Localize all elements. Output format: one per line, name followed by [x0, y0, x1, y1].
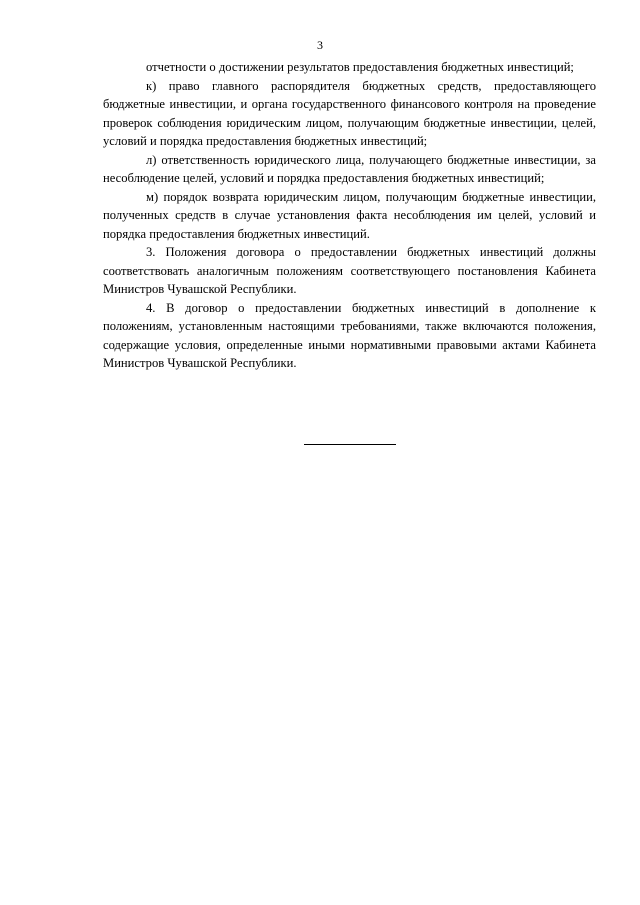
page-number: 3 — [317, 38, 323, 52]
paragraph-item-m: м) порядок возврата юридическим лицом, получающим бюджетные инвестиции, полученных средств в случае установления факта несоблюдения им целей, условий и порядка предоставления бюджетных инвестиций. — [103, 189, 596, 241]
paragraph-section-3: 3. Положения договора о предоставлении бюджетных инвестиций должны соответствовать аналогичным положениям соответствующего постановления Кабинета Министров Чувашской Республики. — [103, 245, 596, 296]
end-divider-line — [304, 444, 396, 445]
paragraph-item-k: к) право главного распорядителя бюджетных средств, предоставляющего бюджетные инвестиции, и органа государственного финансового контроля на проведение проверок соблюдения юридическим лицом, получающим бюджетные инвестиции, целей, условий и порядка предоставления бюджетных инвестиций; — [103, 78, 596, 148]
document-body — [103, 58, 596, 373]
paragraph-section-4: 4. В договор о предоставлении бюджетных инвестиций в дополнение к положениям, установленным настоящими требованиями, также включаются положения, содержащие условия, определенные иными нормативными правовыми актами Кабинета Министров Чувашской Республики. — [103, 300, 596, 370]
paragraph-item-l: л) ответственность юридического лица, получающего бюджетные инвестиции, за несоблюдение целей, условий и порядка предоставления бюджетных инвестиций; — [103, 152, 596, 185]
paragraph-continuation: отчетности о достижении результатов предоставления бюджетных инвестиций; — [146, 60, 574, 74]
